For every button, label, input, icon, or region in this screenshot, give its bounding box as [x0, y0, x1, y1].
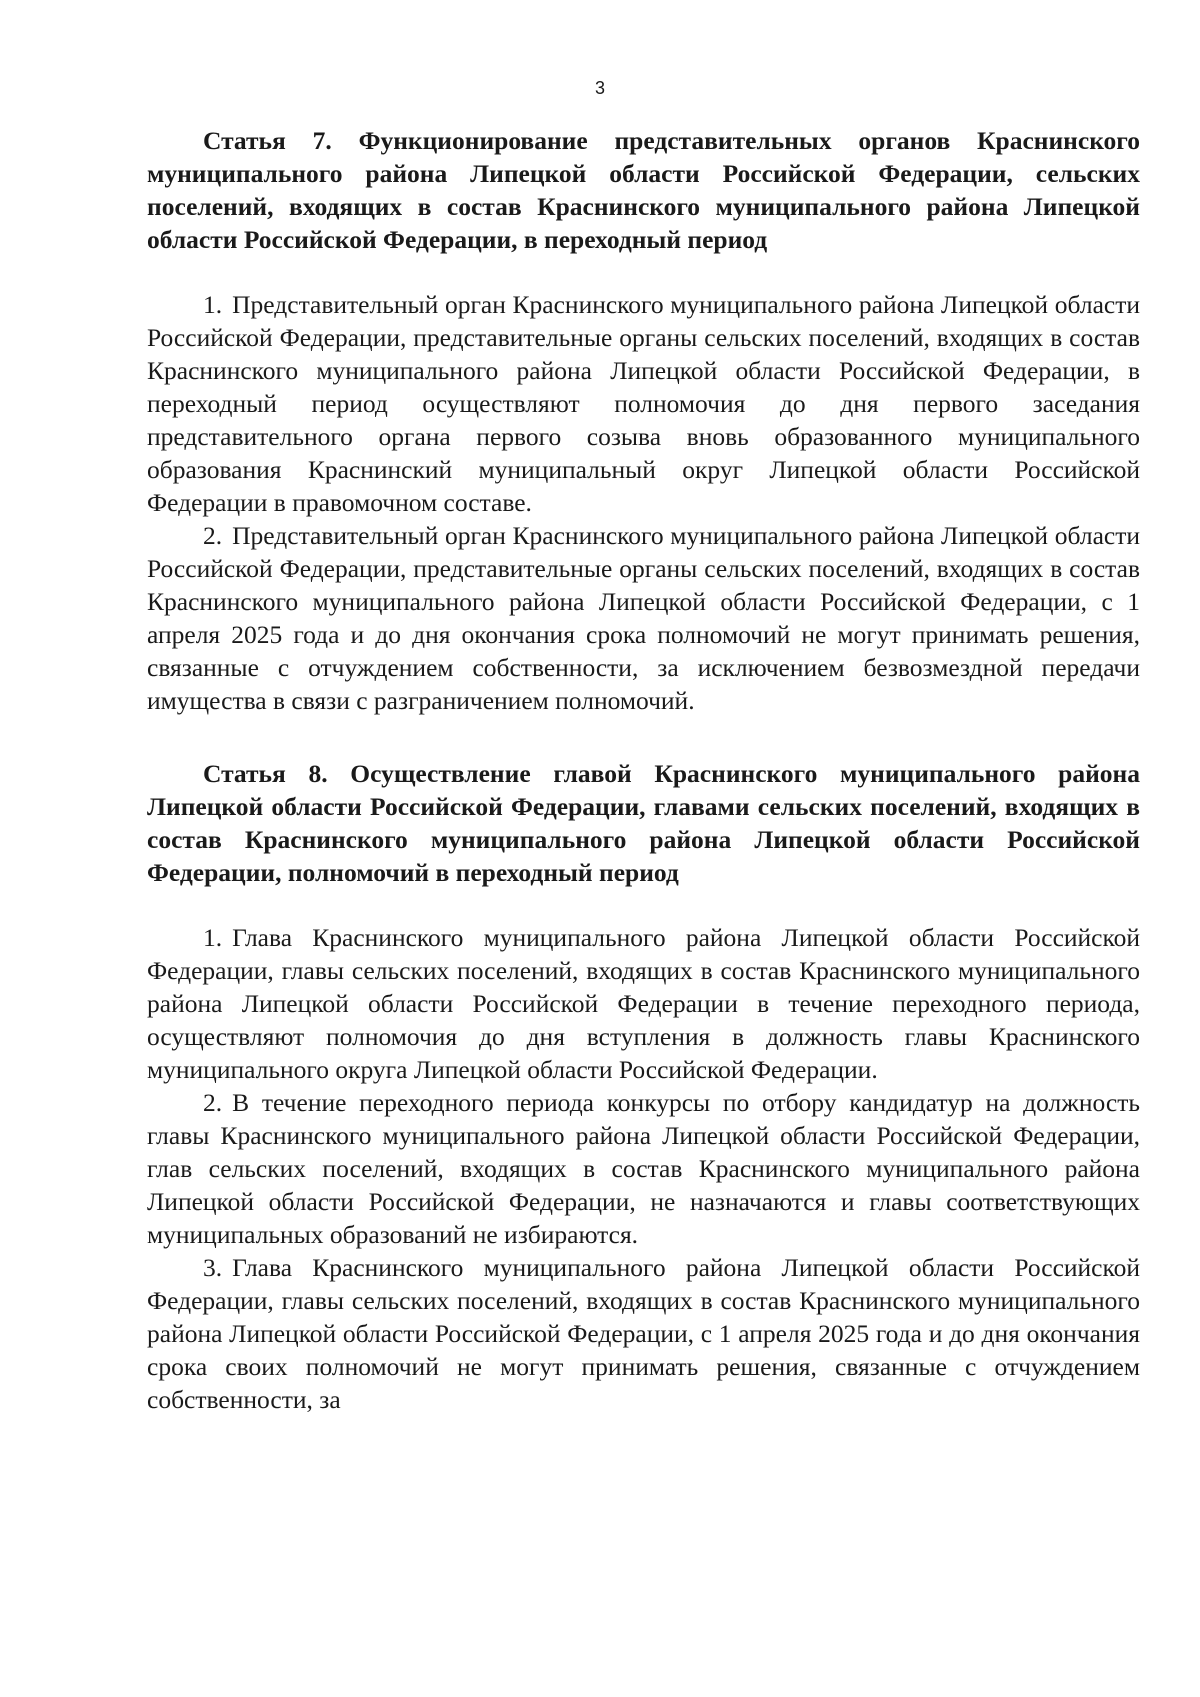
paragraph-number: 1.: [203, 923, 223, 952]
paragraph-number: 2.: [203, 1088, 223, 1117]
article-8-paragraph-3: [147, 1251, 1140, 1416]
paragraph-text: Представительный орган Краснинского муниципального района Липецкой области Российской Федерации, представительные органы сельских поселений, входящих в состав Краснинского муниципального района Липецкой области Российской Федерации, в переходный период осуществляют полномочия до дня первого заседания представительного органа первого созыва вновь образованного муниципального образования Краснинский муниципальный округ Липецкой области Российской Федерации в правомочном составе.: [147, 290, 1140, 517]
paragraph-text: Глава Краснинского муниципального района Липецкой области Российской Федерации, главы сельских поселений, входящих в состав Краснинского муниципального района Липецкой области Российской Федерации, с 1 апреля 2025 года и до дня окончания срока своих полномочий не могут принимать решения, связанные с отчуждением собственности, за: [147, 1253, 1140, 1414]
paragraph-text: Представительный орган Краснинского муниципального района Липецкой области Российской Федерации, представительные органы сельских поселений, входящих в состав Краснинского муниципального района Липецкой области Российской Федерации, с 1 апреля 2025 года и до дня окончания срока полномочий не могут принимать решения, связанные с отчуждением собственности, за исключением безвозмездной передачи имущества в связи с разграничением полномочий.: [147, 521, 1140, 715]
paragraph-number: 2.: [203, 521, 223, 550]
page-number: 3: [594, 78, 605, 98]
paragraph-text: Глава Краснинского муниципального района Липецкой области Российской Федерации, главы сельских поселений, входящих в состав Краснинского муниципального района Липецкой области Российской Федерации в течение переходного периода, осуществляют полномочия до дня вступления в должность главы Краснинского муниципального округа Липецкой области Российской Федерации.: [147, 923, 1140, 1084]
article-7-paragraph-2: [147, 519, 1140, 717]
paragraph-number: 1.: [203, 290, 223, 319]
document-body: [147, 124, 1140, 1416]
article-8-heading: Статья 8. Осуществление главой Краснинского муниципального района Липецкой области Российской Федерации, главами сельских поселений, входящих в состав Краснинского муниципального района Липецкой области Российской Федерации, полномочий в переходный период: [147, 759, 1140, 887]
paragraph-number: 3.: [203, 1253, 223, 1282]
article-8-paragraph-1: [147, 921, 1140, 1086]
article-8-paragraph-2: [147, 1086, 1140, 1251]
article-7-heading: Статья 7. Функционирование представительных органов Краснинского муниципального района Липецкой области Российской Федерации, сельских поселений, входящих в состав Краснинского муниципального района Липецкой области Российской Федерации, в переходный период: [147, 126, 1140, 254]
paragraph-text: В течение переходного периода конкурсы по отбору кандидатур на должность главы Краснинского муниципального района Липецкой области Российской Федерации, глав сельских поселений, входящих в состав Краснинского муниципального района Липецкой области Российской Федерации, не назначаются и главы соответствующих муниципальных образований не избираются.: [147, 1088, 1140, 1249]
article-7-paragraph-1: [147, 288, 1140, 519]
